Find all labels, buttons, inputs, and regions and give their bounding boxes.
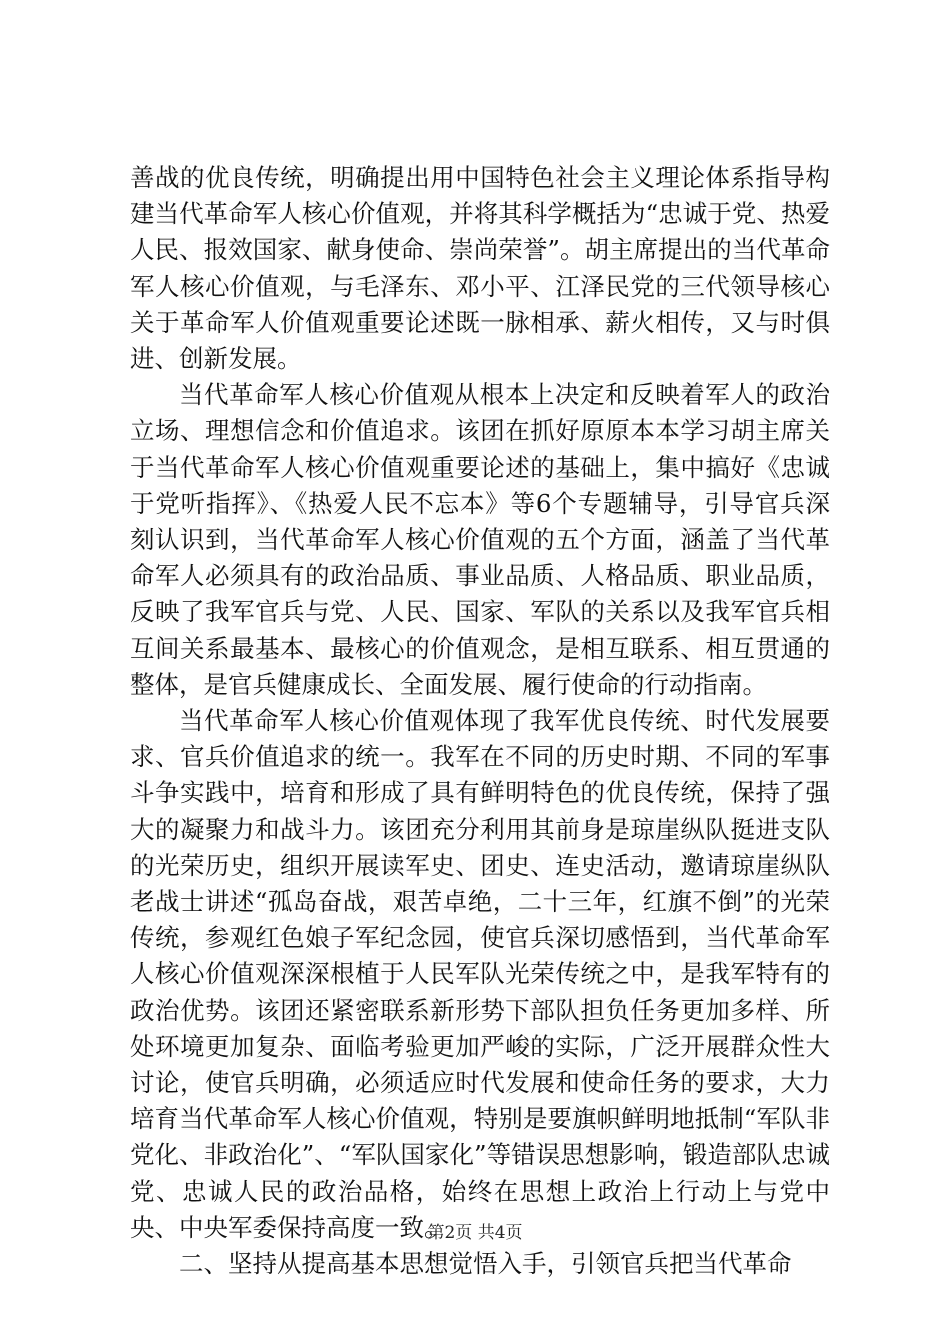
document-body: [130, 160, 830, 1282]
page-footer: [0, 1218, 950, 1243]
paragraph-2: 当代革命军人核心价值观从根本上决定和反映着军人的政治立场、理想信念和价值追求。该团在抓好原原本本学习胡主席关于当代革命军人核心价值观重要论述的基础上，集中搞好《忠诚于党听指挥》、《热爱人民不忘本》等6个专题辅导，引导官兵深刻认识到，当代革命军人核心价值观的五个方面，涵盖了当代革命军人必须具有的政治品质、事业品质、人格品质、职业品质，反映了我军官兵与党、人民、国家、军队的关系以及我军官兵相互间关系最基本、最核心的价值观念，是相互联系、相互贯通的整体，是官兵健康成长、全面发展、履行使命的行动指南。: [130, 380, 830, 699]
paragraph-1: 善战的优良传统，明确提出用中国特色社会主义理论体系指导构建当代革命军人核心价值观，并将其科学概括为“忠诚于党、热爱人民、报效国家、献身使命、崇尚荣誉”。胡主席提出的当代革命军人核心价值观，与毛泽东、邓小平、江泽民党的三代领导核心关于革命军人价值观重要论述既一脉相承、薪火相传，又与时俱进、创新发展。: [130, 163, 830, 374]
paragraph-3: 当代革命军人核心价值观体现了我军优良传统、时代发展要求、官兵价值追求的统一。我军在不同的历史时期、不同的军事斗争实践中，培育和形成了具有鲜明特色的优良传统，保持了强大的凝聚力和战斗力。该团充分利用其前身是琼崖纵队挺进支队的光荣历史，组织开展读军史、团史、连史活动，邀请琼崖纵队老战士讲述“孤岛奋战，艰苦卓绝，二十三年，红旗不倒”的光荣传统，参观红色娘子军纪念园，使官兵深切感悟到，当代革命军人核心价值观深深根植于人民军队光荣传统之中，是我军特有的政治优势。该团还紧密联系新形势下部队担负任务更加多样、所处环境更加复杂、面临考验更加严峻的实际，广泛开展群众性大讨论，使官兵明确，必须适应时代发展和使命任务的要求，大力培育当代革命军人核心价值观，特别是要旗帜鲜明地抵制“军队非党化、非政治化”、“军队国家化”等错误思想影响，锻造部队忠诚党、忠诚人民的政治品格，始终在思想上政治上行动上与党中央、中央军委保持高度一致。: [130, 706, 830, 1242]
paragraph-4: 二、坚持从提高基本思想觉悟入手，引领官兵把当代革命: [179, 1249, 792, 1279]
page-number: 第2页 共4页: [427, 1223, 523, 1243]
